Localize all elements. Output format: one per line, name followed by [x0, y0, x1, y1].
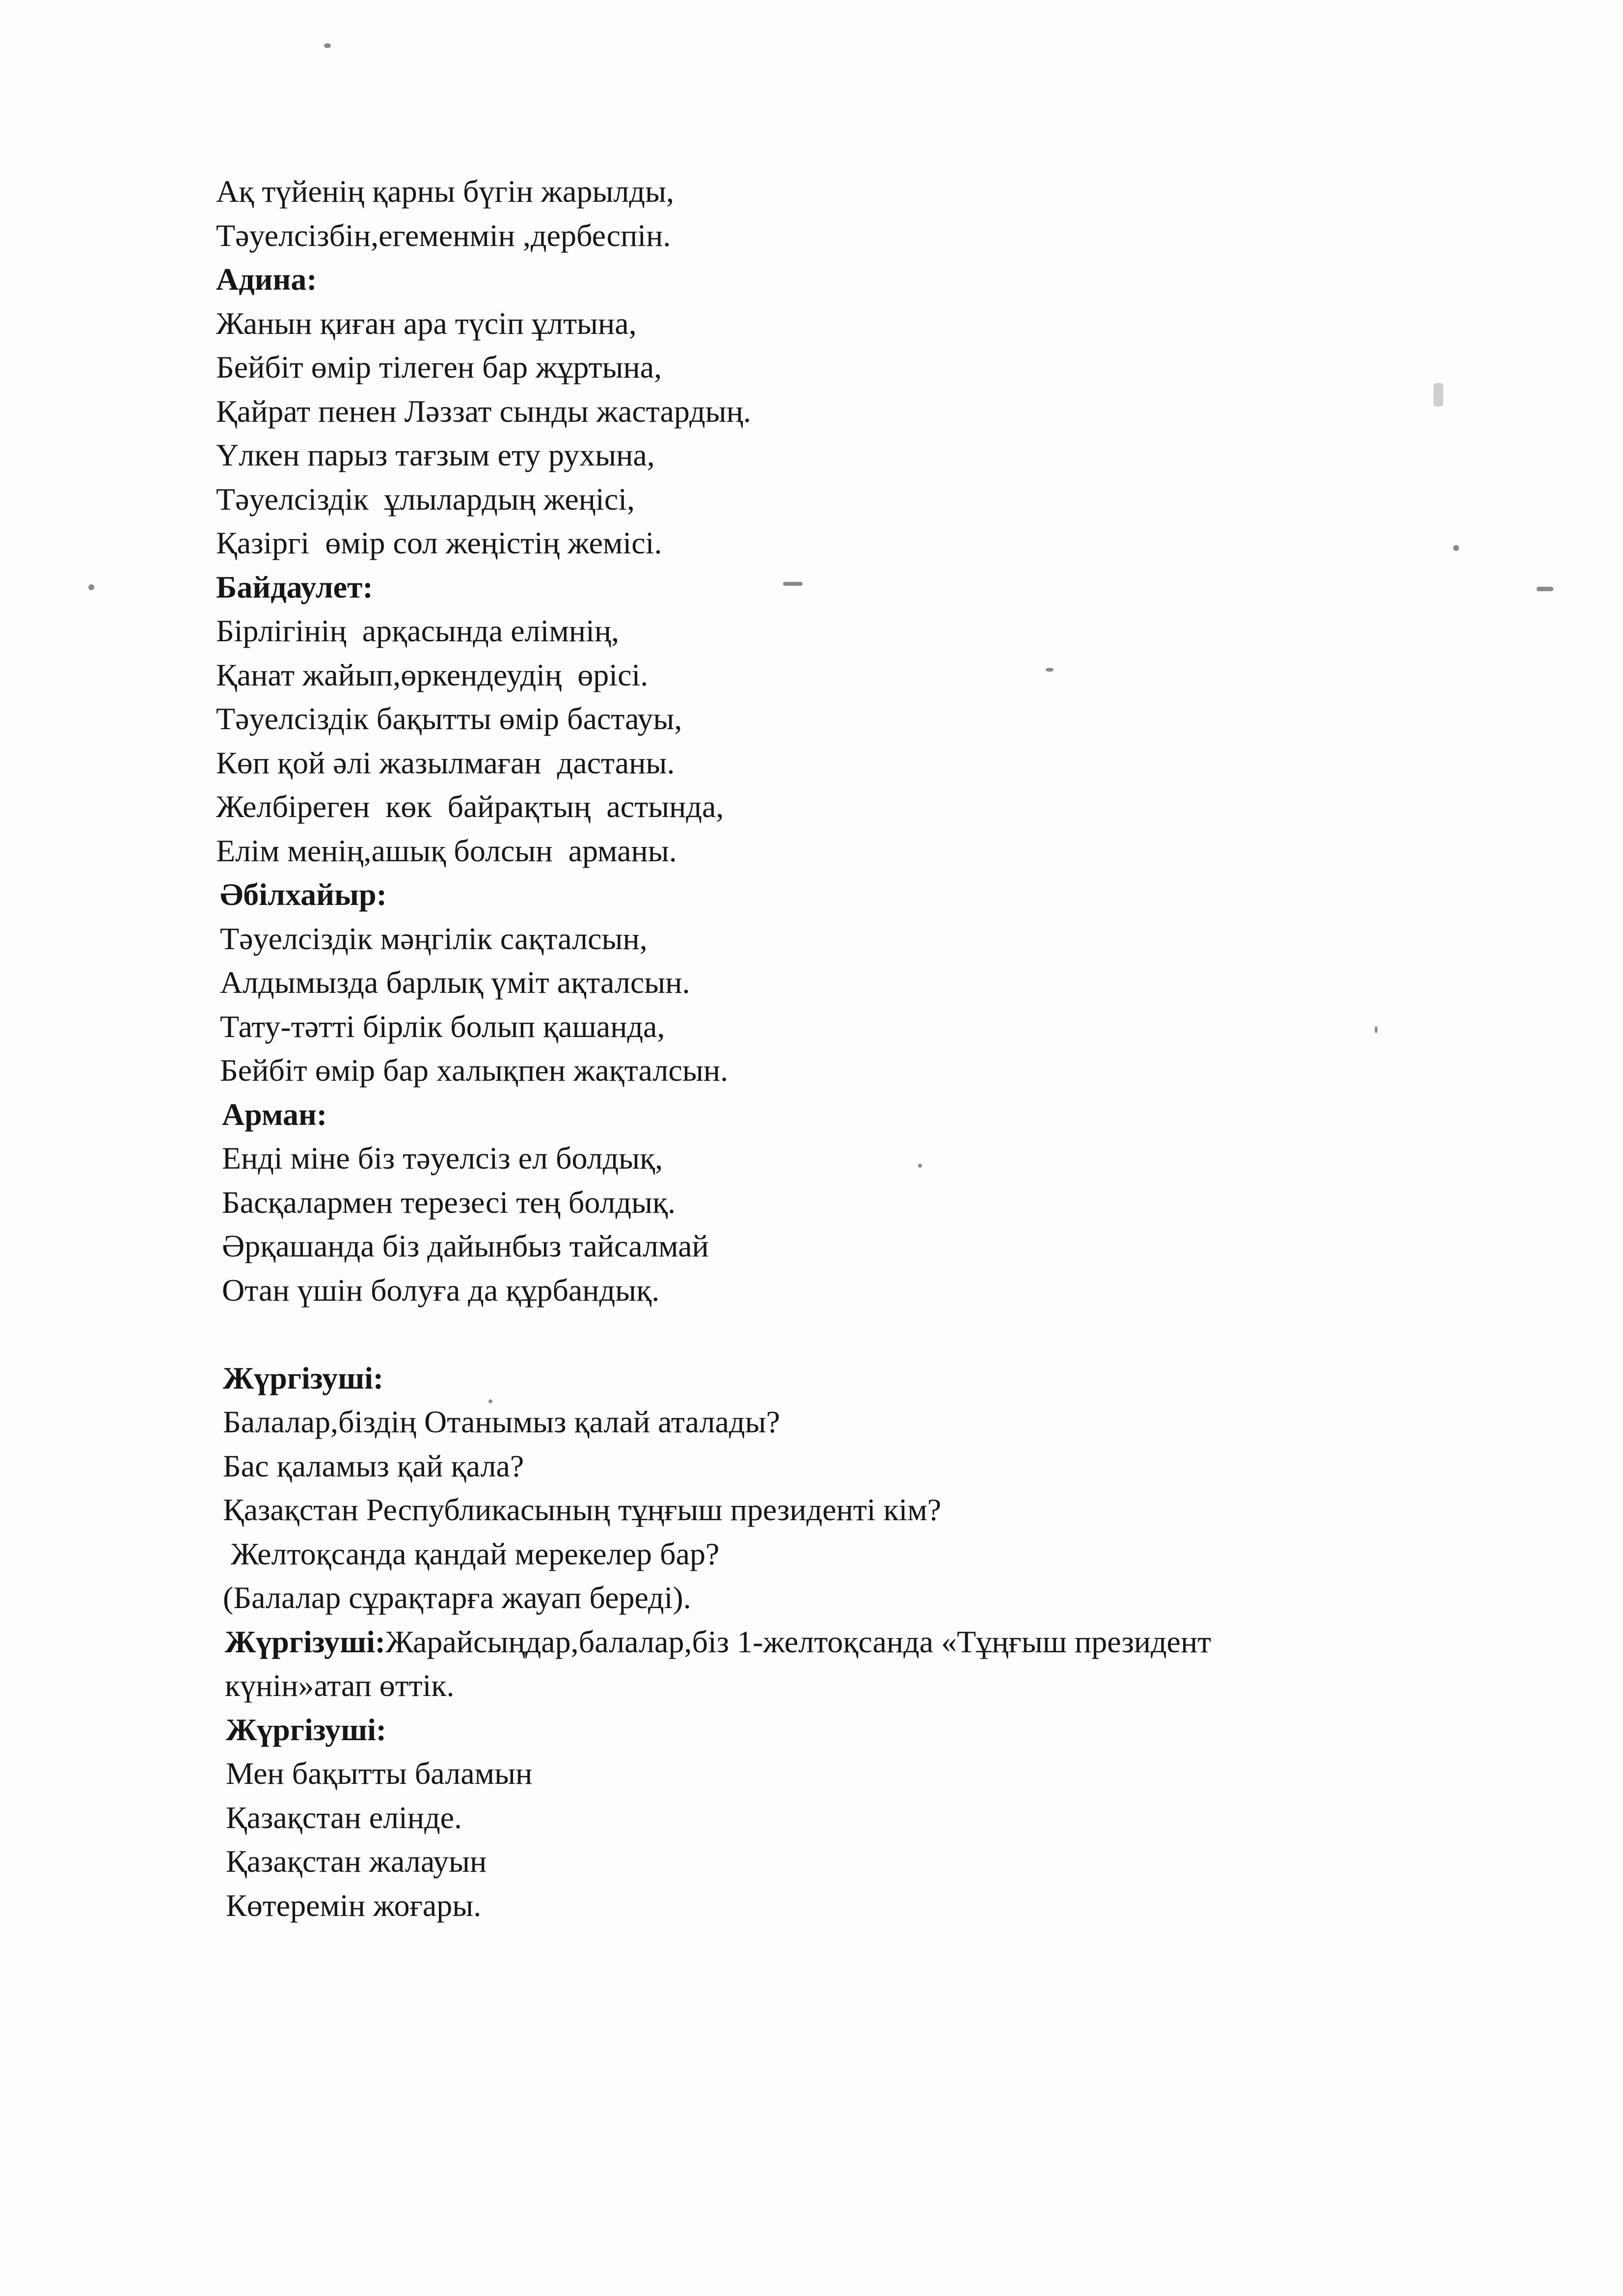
scan-speck — [1537, 587, 1553, 591]
verse-line: Тәуелсіздік бақытты өмір бастауы, — [216, 701, 682, 736]
speaker-heading: Жүргізуші: — [226, 1712, 387, 1747]
speaker-heading: Адина: — [216, 262, 317, 297]
scan-speck — [1453, 545, 1459, 551]
verse-line: Қазіргі өмір сол жеңістің жемісі. — [216, 525, 662, 560]
scan-speck — [88, 584, 94, 590]
verse-line: Тәуелсізбін,егеменмін ,дербеспін. — [216, 218, 671, 253]
speaker-heading: Жүргізуші: — [223, 1360, 384, 1395]
arman-section — [216, 1093, 1512, 1312]
scan-speck — [488, 1399, 492, 1403]
scan-speck — [1434, 383, 1443, 407]
question-line: Қазақстан Республикасының тұңғыш президенті кім? — [223, 1492, 942, 1527]
verse-line: Елім менің,ашық болсын арманы. — [216, 833, 677, 868]
scan-speck — [1046, 668, 1054, 672]
scan-speck — [783, 582, 803, 586]
speaker-heading: Байдаулет: — [216, 569, 373, 604]
host-questions-section — [216, 1356, 1512, 1620]
scan-speck — [324, 43, 331, 48]
host-remark-section — [216, 1620, 1512, 1708]
verse-line: Үлкен парыз тағзым ету рухына, — [216, 437, 655, 472]
verse-line: Көтеремін жоғары. — [226, 1887, 482, 1923]
verse-line: Қанат жайып,өркендеудің өрісі. — [216, 657, 649, 692]
verse-line: Қазақстан жалауын — [226, 1844, 487, 1879]
verse-line: Бейбіт өмір тілеген бар жұртына, — [216, 350, 662, 384]
question-line: Бас қаламыз қай қала? — [223, 1448, 524, 1483]
verse-line: Тәуелсіздік мәңгілік сақталсын, — [220, 921, 648, 956]
verse-line: Желбіреген көк байрақтың астында, — [216, 789, 724, 824]
scan-speck — [1375, 1026, 1378, 1033]
host-remark-line — [225, 1620, 1512, 1664]
poem-script — [216, 169, 1512, 1927]
verse-line: Алдымызда барлық үміт ақталсын. — [220, 965, 690, 1000]
verse-line: Қазақстан елінде. — [226, 1800, 462, 1835]
blank-line — [216, 1312, 1512, 1356]
verse-line: Мен бақытты баламын — [226, 1756, 533, 1791]
stage-direction: (Балалар сұрақтарға жауап береді). — [223, 1580, 691, 1615]
verse-line: Бірлігінің арқасында елімнің, — [216, 613, 620, 648]
adina-section — [216, 257, 1512, 565]
verse-line: Бейбіт өмір бар халықпен жақталсын. — [220, 1053, 729, 1088]
baidaulet-section — [216, 565, 1512, 873]
verse-line: Тәуелсіздік ұлылардың жеңісі, — [216, 481, 635, 517]
question-line: Желтоқсанда қандай мерекелер бар? — [223, 1536, 720, 1571]
remark-text: Жарайсыңдар,балалар,біз 1-желтоқсанда «Тұңғыш президент — [385, 1624, 1212, 1659]
question-line: Балалар,біздің Отанымыз қалай аталады? — [223, 1404, 780, 1439]
verse-line: Көп қой әлі жазылмаған дастаны. — [216, 745, 675, 780]
verse-line: Әрқашанда біз дайынбыз тайсалмай — [222, 1229, 709, 1263]
speaker-heading: Арман: — [222, 1096, 327, 1132]
abilkhaiyr-section — [216, 873, 1512, 1093]
scan-speck — [918, 1164, 922, 1168]
verse-line: Басқалармен терезесі тең болдық. — [222, 1184, 676, 1220]
speaker-heading: Жүргізуші: — [225, 1624, 386, 1659]
verse-line: Жанын қиған ара түсіп ұлтына, — [216, 305, 637, 341]
verse-line: Тату-тәтті бірлік болып қашанда, — [220, 1009, 665, 1044]
intro-stanza — [216, 169, 1512, 257]
speaker-heading: Әбілхайыр: — [220, 877, 387, 912]
verse-line: Қайрат пенен Ләззат сынды жастардың. — [216, 393, 751, 429]
verse-line: Отан үшін болуға да құрбандық. — [222, 1272, 660, 1308]
verse-line: Ақ түйенің қарны бүгін жарылды, — [216, 174, 674, 209]
verse-line: Енді міне біз тәуелсіз ел болдық, — [222, 1141, 663, 1175]
host-poem-section — [216, 1708, 1512, 1928]
remark-continuation: күнін»атап өттік. — [225, 1668, 455, 1703]
